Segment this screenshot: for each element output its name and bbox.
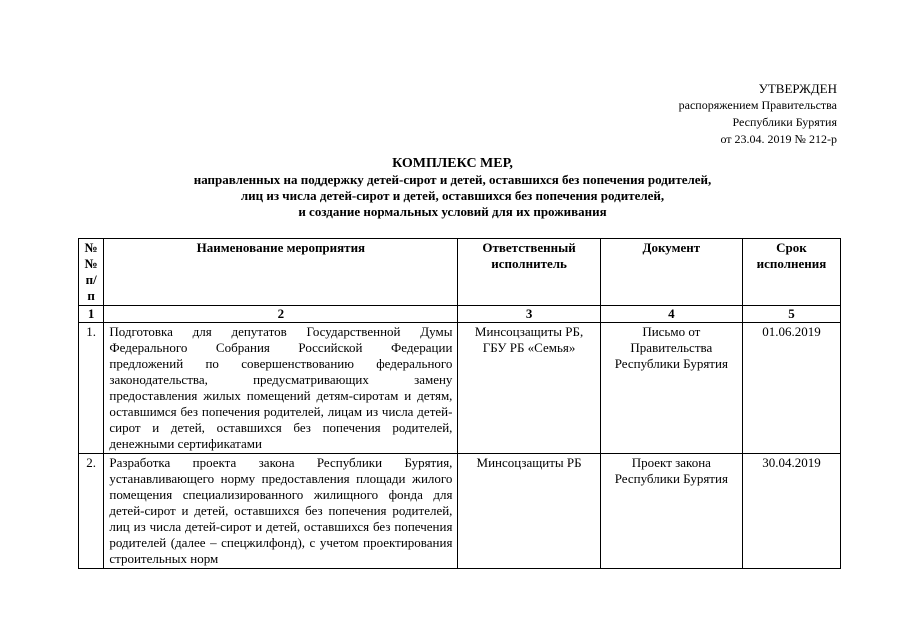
row-document: Письмо от Правительства Республики Бурятия — [600, 323, 742, 454]
row-measure-name: Разработка проекта закона Республики Бурятия, устанавливающего норму предоставления площади жилого помещения специализированного жилищного фонда для детей-сирот и детей, оставшихся без попечения родителей, лиц из числа детей-сирот и детей, оставшихся без попечения родителей (далее – спецжилфонд), с учетом проектирования строительных норм — [104, 454, 458, 569]
measures-table — [78, 238, 841, 569]
row-number: 1. — [79, 323, 104, 454]
header-document: Документ — [600, 239, 742, 306]
column-number: 1 — [79, 306, 104, 323]
approval-line-order: распоряжением Правительства — [678, 98, 837, 112]
row-deadline: 30.04.2019 — [742, 454, 840, 569]
row-document: Проект закона Республики Бурятия — [600, 454, 742, 569]
column-number: 3 — [458, 306, 600, 323]
row-number: 2. — [79, 454, 104, 569]
row-deadline: 01.06.2019 — [742, 323, 840, 454]
approval-heading: УТВЕРЖДЕН — [758, 81, 837, 96]
column-numbers-row — [79, 306, 841, 323]
header-executor: Ответственный исполнитель — [458, 239, 600, 306]
row-executor: Минсоцзащиты РБ, ГБУ РБ «Семья» — [458, 323, 600, 454]
row-executor: Минсоцзащиты РБ — [458, 454, 600, 569]
document-title — [0, 156, 905, 220]
table-row — [79, 454, 841, 569]
header-deadline: Срок исполнения — [742, 239, 840, 306]
table-row — [79, 323, 841, 454]
header-measure-name: Наименование мероприятия — [104, 239, 458, 306]
approval-line-republic: Республики Бурятия — [732, 115, 837, 129]
approval-block — [679, 80, 837, 148]
title-line-2: направленных на поддержку детей-сирот и детей, оставшихся без попечения родителей, — [193, 172, 712, 187]
column-number: 2 — [104, 306, 458, 323]
column-number: 4 — [600, 306, 742, 323]
title-line-3: лиц из числа детей-сирот и детей, оставшихся без попечения родителей, — [240, 188, 665, 203]
table-header-row — [79, 239, 841, 306]
header-number: №№ п/п — [79, 239, 104, 306]
title-line-4: и создание нормальных условий для их проживания — [298, 204, 607, 219]
column-number: 5 — [742, 306, 840, 323]
row-measure-name: Подготовка для депутатов Государственной Думы Федерального Собрания Российской Федерации предложений по совершенствованию федерального законодательства, предусматривающих замену предоставления жилых помещений детям-сиротам и детям, оставшимся без попечения родителей, лицам из числа детей-сирот и детей, оставшихся без попечения родителей, денежными сертификатами — [104, 323, 458, 454]
title-main: КОМПЛЕКС МЕР, — [392, 156, 513, 171]
approval-line-date: от 23.04. 2019 № 212-р — [720, 132, 837, 146]
